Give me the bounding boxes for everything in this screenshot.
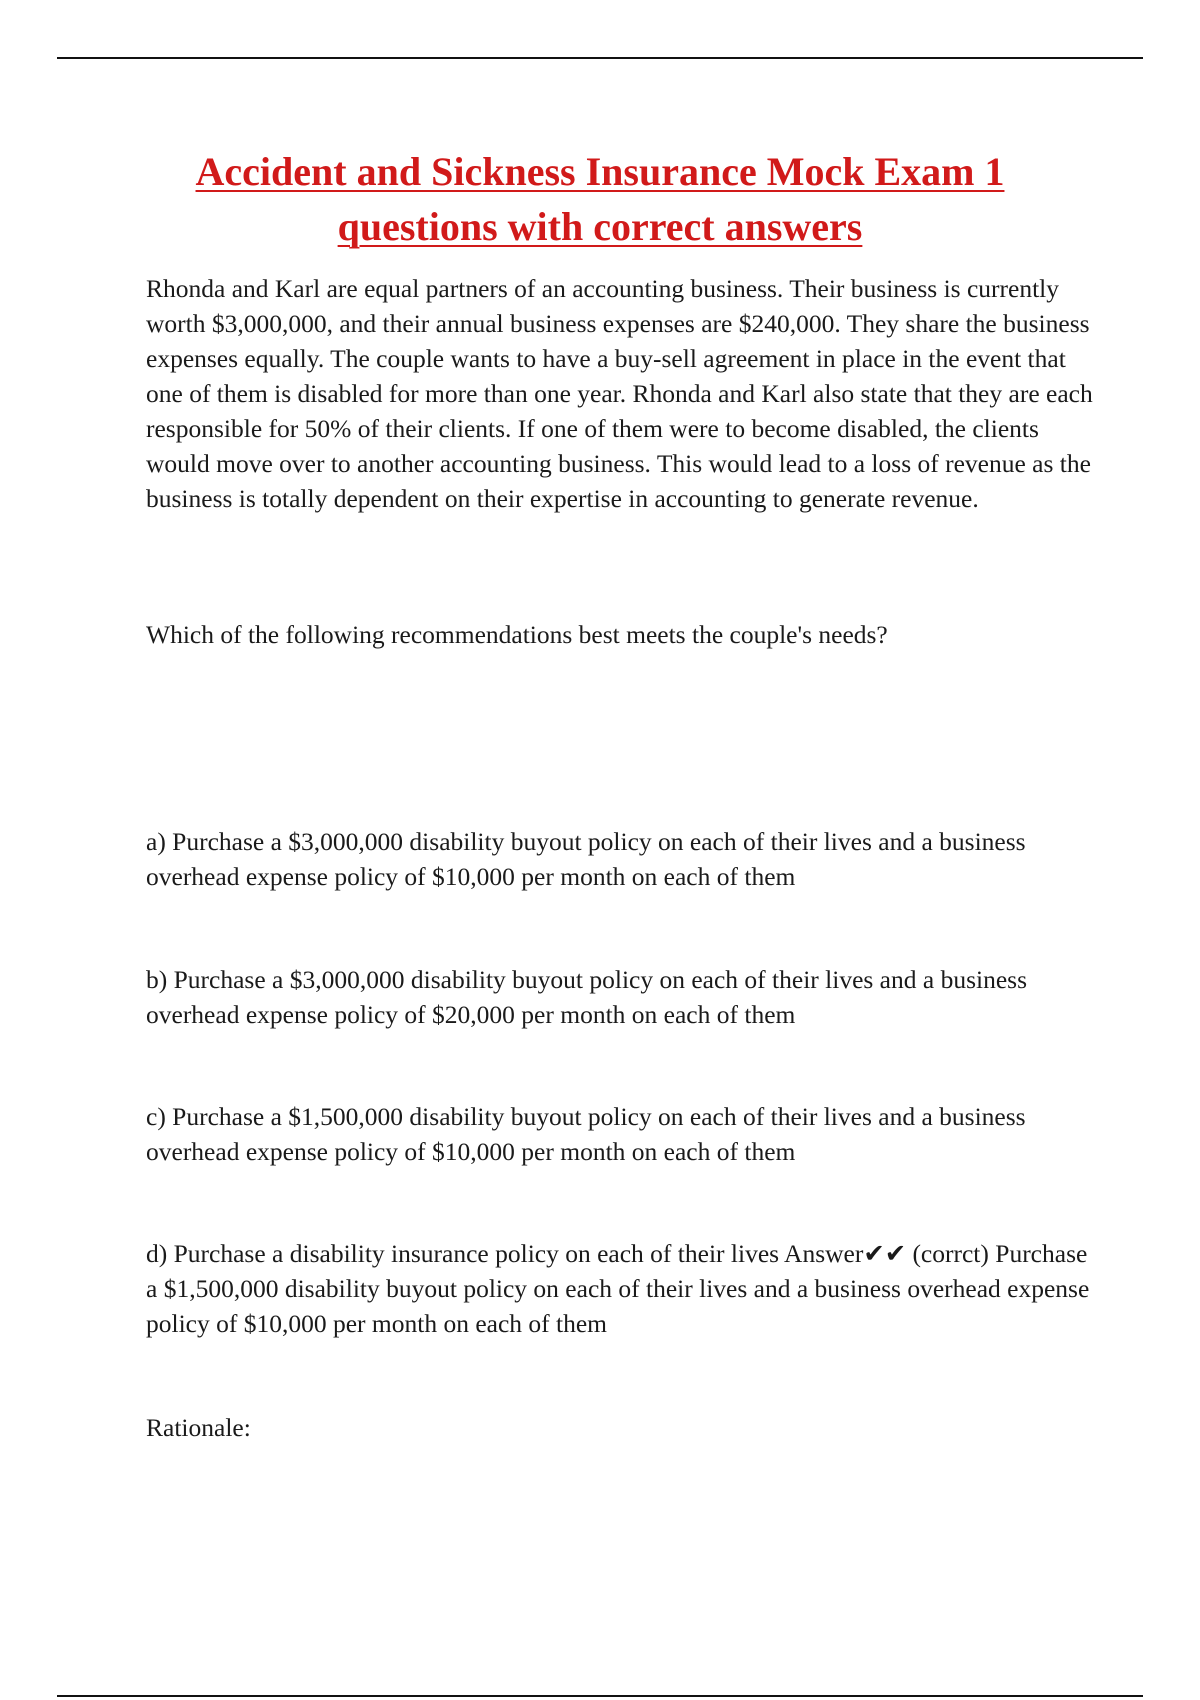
title-line-1: Accident and Sickness Insurance Mock Exam 1 [195, 149, 1005, 194]
scenario-paragraph: Rhonda and Karl are equal partners of an accounting business. Their business is currently worth $3,000,000, and their annual business expenses are $240,000. They share the business expenses equally. The couple wants to have a buy-sell agreement in place in the event that one of them is disabled for more than one year. Rhonda and Karl also state that they are each responsible for 50% of their clients. If one of them were to become disabled, the clients would move over to another accounting business. This would lead to a loss of revenue as the business is totally dependent on their expertise in accounting to generate revenue. [146, 274, 1093, 513]
document-title [100, 144, 1100, 254]
title-line-2: questions with correct answers [337, 204, 863, 249]
header-rule [57, 57, 1143, 59]
footer-rule [57, 1695, 1143, 1697]
option-d-with-answer: d) Purchase a disability insurance policy on each of their lives Answer✔✔ (corrct) Purchase a $1,500,000 disability buyout policy on each of their lives and a business overhead expense policy of $10,000 per month on each of them [146, 1239, 1090, 1338]
question-text: Which of the following recommendations best meets the couple's needs? [146, 620, 888, 649]
rationale-label: Rationale: [146, 1413, 251, 1442]
option-b: b) Purchase a $3,000,000 disability buyout policy on each of their lives and a business overhead expense policy of $20,000 per month on each of them [146, 965, 1027, 1029]
option-a: a) Purchase a $3,000,000 disability buyout policy on each of their lives and a business overhead expense policy of $10,000 per month on each of them [146, 827, 1026, 891]
option-c: c) Purchase a $1,500,000 disability buyout policy on each of their lives and a business overhead expense policy of $10,000 per month on each of them [146, 1102, 1026, 1166]
